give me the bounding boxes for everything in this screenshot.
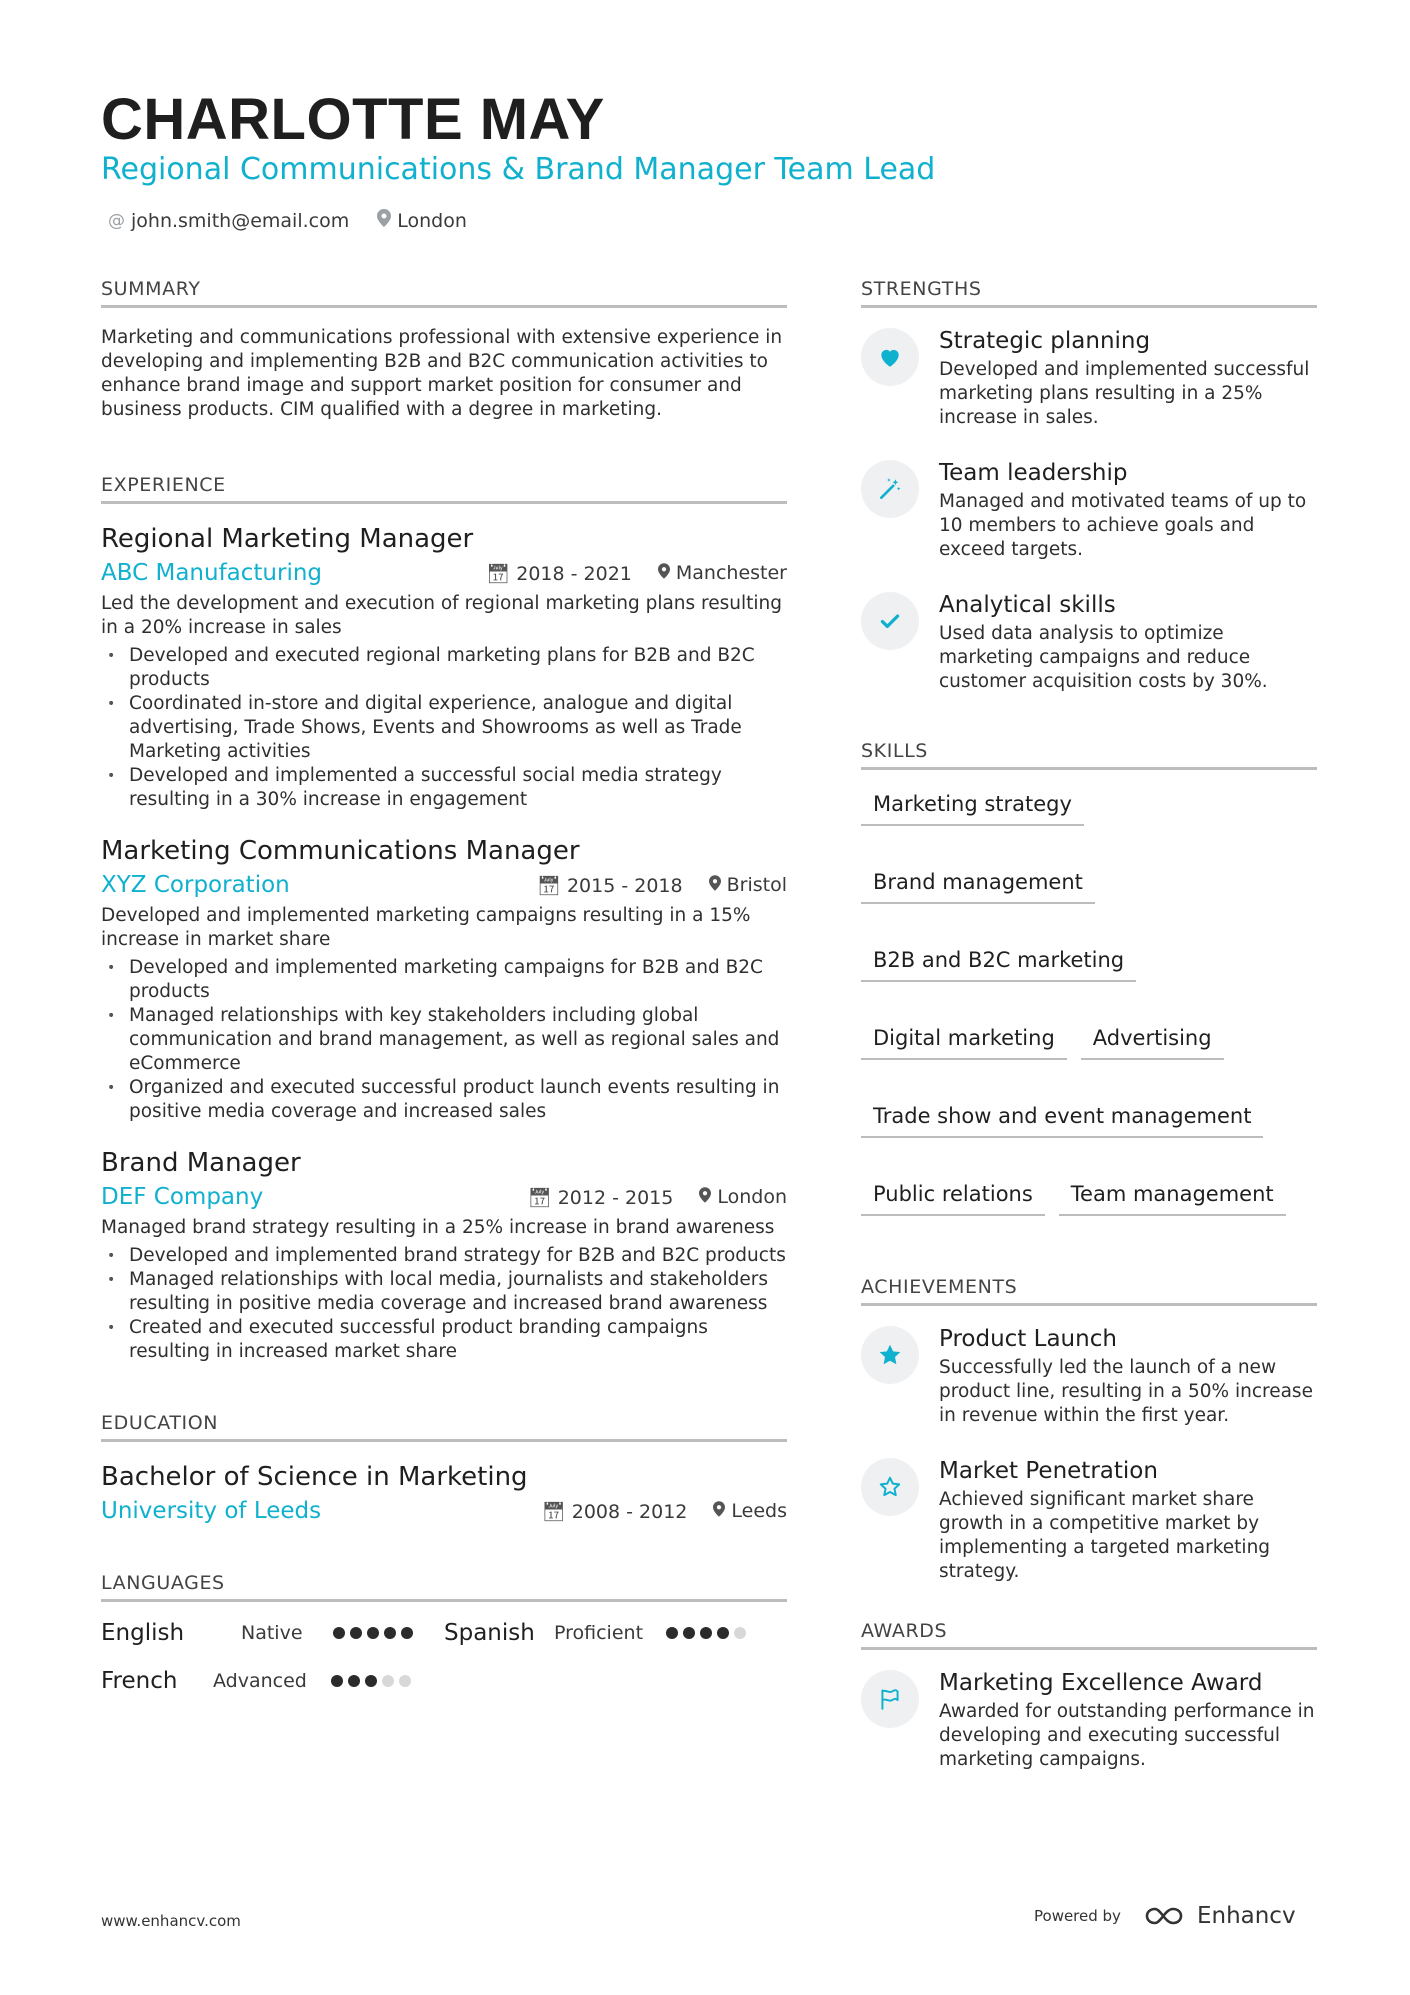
proficiency-dot xyxy=(734,1627,746,1639)
location-contact xyxy=(377,209,467,232)
proficiency-dot xyxy=(700,1627,712,1639)
skills-heading: SKILLS xyxy=(861,740,1317,770)
degree: Bachelor of Science in Marketing xyxy=(101,1462,528,1492)
skill-tag: B2B and B2C marketing xyxy=(861,944,1136,982)
skill-tag: Marketing strategy xyxy=(861,788,1084,826)
language-level: Native xyxy=(241,1622,303,1644)
languages-heading: LANGUAGES xyxy=(101,1572,787,1602)
at-icon: @ xyxy=(108,210,125,231)
job-entry xyxy=(101,1146,787,1364)
proficiency-dots xyxy=(333,1627,413,1639)
job-location: Manchester xyxy=(658,562,787,585)
language-name: English xyxy=(101,1620,185,1646)
strengths-title: Team leadership xyxy=(939,460,1128,486)
skill-tag: Digital marketing xyxy=(861,1022,1067,1060)
calendar-icon: 📅︎ xyxy=(486,562,511,585)
job-description: Managed brand strategy resulting in a 25% increase in brand awareness xyxy=(101,1217,775,1238)
job-description: Led the development and execution of regional marketing plans resulting in a 20% increase in sales xyxy=(101,593,782,638)
location-pin-icon xyxy=(709,874,721,896)
education-entry xyxy=(101,1460,787,1524)
strengths-title: Strategic planning xyxy=(939,328,1151,354)
powered-by-label: Powered by xyxy=(1034,1907,1121,1925)
proficiency-dot xyxy=(350,1627,362,1639)
company-name: XYZ Corporation xyxy=(101,872,290,898)
bullet-item: • Managed relationships with local media, journalists and stakeholders resulting in positive media coverage and increased brand awareness xyxy=(101,1268,787,1316)
language-item xyxy=(101,1668,444,1694)
proficiency-dot xyxy=(384,1627,396,1639)
achievements-list xyxy=(861,1324,1317,1584)
candidate-name: CHARLOTTE MAY xyxy=(101,87,605,152)
magic-wand-icon xyxy=(861,460,919,518)
company-name: ABC Manufacturing xyxy=(101,560,323,586)
strengths-item xyxy=(861,590,1317,694)
star-outline-icon xyxy=(861,1458,919,1516)
infinity-logo-icon xyxy=(1143,1905,1189,1927)
location-text: London xyxy=(397,209,467,232)
job-bullets xyxy=(101,644,787,812)
email-contact[interactable] xyxy=(108,209,349,232)
bullet-item: • Developed and executed regional marketing plans for B2B and B2C products xyxy=(101,644,787,692)
skill-tag: Brand management xyxy=(861,866,1095,904)
company-name: DEF Company xyxy=(101,1184,264,1210)
strengths-heading: STRENGTHS xyxy=(861,278,1317,308)
proficiency-dot xyxy=(348,1675,360,1687)
location-pin-icon xyxy=(658,562,670,584)
skill-tag: Advertising xyxy=(1081,1022,1224,1060)
education-location: Leeds xyxy=(713,1500,787,1523)
proficiency-dot xyxy=(666,1627,678,1639)
brand-logo[interactable] xyxy=(1143,1903,1296,1929)
language-level: Proficient xyxy=(554,1622,644,1644)
proficiency-dots xyxy=(331,1675,411,1687)
proficiency-dot xyxy=(367,1627,379,1639)
job-title: Regional Marketing Manager xyxy=(101,524,474,554)
job-bullets xyxy=(101,956,787,1124)
awards-list xyxy=(861,1668,1317,1772)
website-link[interactable]: www.enhancv.com xyxy=(101,1912,241,1930)
awards-item xyxy=(861,1668,1317,1772)
proficiency-dot xyxy=(331,1675,343,1687)
strengths-description: Used data analysis to optimize marketing campaigns and reduce customer acquisition costs by 30%. xyxy=(939,623,1268,692)
achievements-description: Achieved significant market share growth in a competitive market by implementing a targeted marketing strategy. xyxy=(939,1489,1271,1582)
achievements-heading: ACHIEVEMENTS xyxy=(861,1276,1317,1306)
achievements-description: Successfully led the launch of a new product line, resulting in a 50% increase in revenue within the first year. xyxy=(939,1357,1313,1426)
strengths-list xyxy=(861,326,1317,694)
heart-icon xyxy=(861,328,919,386)
achievements-item xyxy=(861,1324,1317,1428)
job-location: London xyxy=(699,1186,787,1209)
bullet-item: • Managed relationships with key stakeholders including global communication and brand management, as well as regional sales and eCommerce xyxy=(101,1004,787,1076)
brand-name: Enhancv xyxy=(1196,1903,1296,1929)
star-filled-icon xyxy=(861,1326,919,1384)
job-entry xyxy=(101,834,787,1124)
bullet-item: • Created and executed successful product branding campaigns resulting in increased market share xyxy=(101,1316,787,1364)
proficiency-dot xyxy=(717,1627,729,1639)
achievements-title: Product Launch xyxy=(939,1326,1117,1352)
flag-icon xyxy=(861,1670,919,1728)
strengths-item xyxy=(861,458,1317,562)
proficiency-dots xyxy=(666,1627,746,1639)
language-name: Spanish xyxy=(444,1620,535,1646)
job-dates: 📅︎ 2012 - 2015 xyxy=(527,1186,674,1209)
skill-tag: Team management xyxy=(1059,1178,1286,1216)
education-heading: EDUCATION xyxy=(101,1412,787,1442)
calendar-icon: 📅︎ xyxy=(541,1500,566,1523)
job-title: Marketing Communications Manager xyxy=(101,836,580,866)
email-text: john.smith@email.com xyxy=(131,209,350,232)
achievements-title: Market Penetration xyxy=(939,1458,1158,1484)
proficiency-dot xyxy=(382,1675,394,1687)
language-item xyxy=(444,1620,787,1646)
strengths-description: Developed and implemented successful marketing plans resulting in a 25% increase in sales. xyxy=(939,359,1310,428)
strengths-item xyxy=(861,326,1317,430)
powered-by xyxy=(1034,1903,1296,1929)
location-pin-icon xyxy=(699,1186,711,1208)
proficiency-dot xyxy=(401,1627,413,1639)
job-location: Bristol xyxy=(709,874,787,897)
achievements-item xyxy=(861,1456,1317,1584)
right-column xyxy=(861,278,1317,1800)
location-pin-icon xyxy=(377,209,391,232)
experience-list xyxy=(101,522,787,1364)
school: University of Leeds xyxy=(101,1498,322,1524)
skills-list xyxy=(861,788,1317,1216)
contact-row xyxy=(108,209,467,232)
language-name: French xyxy=(101,1668,178,1694)
job-title: Brand Manager xyxy=(101,1148,301,1178)
languages-list xyxy=(101,1620,787,1694)
education-dates: 📅︎ 2008 - 2012 xyxy=(541,1500,688,1523)
bullet-item: • Developed and implemented a successful social media strategy resulting in a 30% increase in engagement xyxy=(101,764,787,812)
bullet-item: • Organized and executed successful product launch events resulting in positive media coverage and increased sales xyxy=(101,1076,787,1124)
summary-heading: SUMMARY xyxy=(101,278,787,308)
job-entry xyxy=(101,522,787,812)
language-level: Advanced xyxy=(213,1670,307,1692)
job-description: Developed and implemented marketing campaigns resulting in a 15% increase in market share xyxy=(101,905,751,950)
awards-heading: AWARDS xyxy=(861,1620,1317,1650)
proficiency-dot xyxy=(333,1627,345,1639)
proficiency-dot xyxy=(399,1675,411,1687)
bullet-item: • Coordinated in-store and digital experience, analogue and digital advertising, Trade Shows, Events and Showrooms as well as Trade Marketing activities xyxy=(101,692,787,764)
experience-heading: EXPERIENCE xyxy=(101,474,787,504)
candidate-title: Regional Communications & Brand Manager Team Lead xyxy=(101,152,936,187)
awards-description: Awarded for outstanding performance in developing and executing successful marketing campaigns. xyxy=(939,1701,1315,1770)
bullet-item: • Developed and implemented brand strategy for B2B and B2C products xyxy=(101,1244,787,1268)
calendar-icon: 📅︎ xyxy=(527,1186,552,1209)
left-column xyxy=(101,278,787,1694)
job-dates: 📅︎ 2015 - 2018 xyxy=(536,874,683,897)
awards-title: Marketing Excellence Award xyxy=(939,1670,1263,1696)
strengths-description: Managed and motivated teams of up to 10 members to achieve goals and exceed targets. xyxy=(939,491,1307,560)
job-bullets xyxy=(101,1244,787,1364)
strengths-title: Analytical skills xyxy=(939,592,1116,618)
check-icon xyxy=(861,592,919,650)
location-pin-icon xyxy=(713,1500,725,1522)
language-item xyxy=(101,1620,444,1646)
summary-text: Marketing and communications professional with extensive experience in developing and implementing B2B and B2C communication activities to enhance brand image and support market position for consumer and business products. CIM qualified with a degree in marketing. xyxy=(101,327,783,420)
proficiency-dot xyxy=(365,1675,377,1687)
skill-tag: Trade show and event management xyxy=(861,1100,1263,1138)
job-dates: 📅︎ 2018 - 2021 xyxy=(486,562,632,585)
proficiency-dot xyxy=(683,1627,695,1639)
skill-tag: Public relations xyxy=(861,1178,1045,1216)
calendar-icon: 📅︎ xyxy=(536,874,561,897)
bullet-item: • Developed and implemented marketing campaigns for B2B and B2C products xyxy=(101,956,787,1004)
